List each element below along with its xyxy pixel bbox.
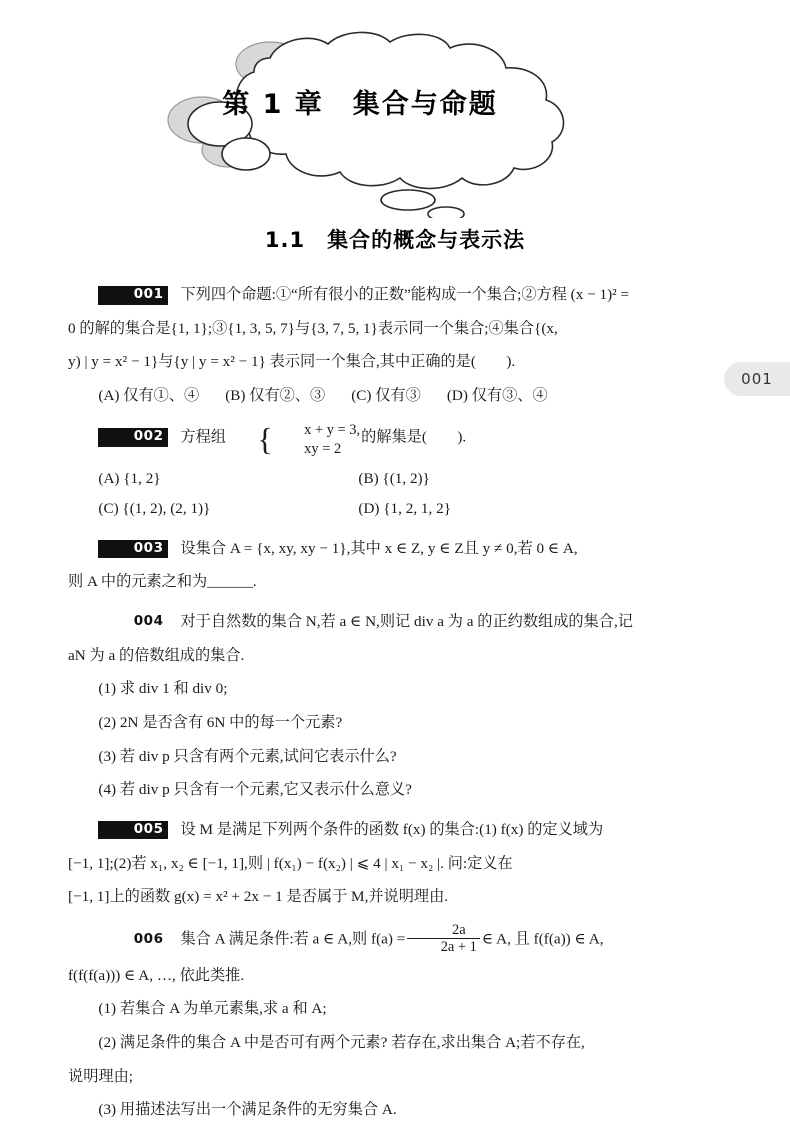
question-005-line1: 设 M 是满足下列两个条件的函数 f(x) 的集合:(1) f(x) 的定义域为 [180, 820, 604, 838]
question-number-001: 001 [98, 286, 168, 305]
option-d[interactable]: (D) 仅有③、④ [446, 386, 548, 404]
question-004-item-3: (3) 若 div p 只含有两个元素,试问它表示什么? [98, 747, 397, 765]
question-number-005: 005 [98, 821, 168, 840]
question-006-item-3: (3) 用描述法写出一个满足条件的无穷集合 A. [98, 1101, 397, 1119]
fraction-denominator: 2a + 1 [407, 938, 480, 956]
question-001-line3-row [68, 347, 716, 377]
question-001-line1: 下列四个命题:①“所有很小的正数”能构成一个集合;②方程 (x − 1)² = [180, 286, 630, 303]
question-001 [68, 280, 716, 310]
question-002 [68, 421, 716, 460]
section-title: 1.1 集合的概念与表示法 [264, 228, 526, 252]
question-004-item-2: (2) 2N 是否含有 6N 中的每一个元素? [98, 714, 343, 732]
question-003-line1: 设集合 A = {x, xy, xy − 1},其中 x ∈ Z, y ∈ Z且 y ≠ 0,若 0 ∈ A, [180, 539, 578, 557]
option-c[interactable]: (C) 仅有③ [351, 386, 421, 404]
option-c[interactable]: (C) {(1, 2), (2, 1)} [98, 500, 211, 518]
question-004 [68, 607, 716, 637]
question-006-line2: f(f(f(a))) ∈ A, …, 依此类推. [68, 966, 245, 984]
question-004-item-4: (4) 若 div p 只含有一个元素,它又表示什么意义? [98, 781, 412, 799]
question-002-options-row2 [68, 494, 716, 524]
question-005-line2-row [68, 849, 716, 879]
question-004-line2-row [68, 641, 716, 671]
question-005-line3: [−1, 1]上的函数 g(x) = x² + 2x − 1 是否属于 M,并说明理由. [68, 888, 449, 906]
option-d[interactable]: (D) {1, 2, 1, 2} [358, 500, 452, 518]
question-006-stem-a: 集合 A 满足条件:若 a ∈ A,则 f(a) = [180, 930, 406, 948]
question-003 [68, 534, 716, 564]
question-001-options [68, 381, 716, 411]
question-002-stem-pre: 方程组 [180, 428, 227, 446]
question-001-line2-row [68, 314, 716, 344]
question-number-003: 003 [98, 540, 168, 559]
question-number-006: 006 [133, 930, 164, 947]
option-b[interactable]: (B) {(1, 2)} [358, 469, 430, 487]
system-row-2: xy = 2 [304, 441, 342, 458]
option-a[interactable]: (A) 仅有①、④ [98, 386, 200, 404]
chapter-header [150, 28, 620, 218]
page-number: 001 [741, 370, 773, 388]
question-006-item-2: (2) 满足条件的集合 A 中是否可有两个元素? 若存在,求出集合 A;若不存在, [98, 1034, 585, 1052]
question-004-line1: 对于自然数的集合 N,若 a ∈ N,则记 div a 为 a 的正约数组成的集合,记 [180, 613, 633, 631]
question-002-stem-post: 的解集是( ). [361, 428, 467, 446]
question-001-line2: 0 的解的集合是{1, 1};③{1, 3, 5, 7}与{3, 7, 5, 1}表示同一个集合;④集合{(x, [68, 319, 558, 337]
question-number-004: 004 [133, 613, 164, 630]
question-006-item-1: (1) 若集合 A 为单元素集,求 a 和 A; [98, 1000, 327, 1018]
fraction [407, 922, 480, 957]
question-005-line3-row [68, 882, 716, 912]
document-body [68, 280, 716, 1125]
question-001-line3: y) | y = x² − 1}与{y | y = x² − 1} 表示同一个集合,其中正确的是( ). [68, 353, 516, 371]
question-003-line2: 则 A 中的元素之和为______. [68, 573, 257, 591]
question-number-002: 002 [98, 428, 168, 447]
thought-cloud-icon [150, 28, 620, 218]
system-row-1: x + y = 3, [304, 421, 361, 438]
equation-system: { x + y = 3, xy = 2 [227, 421, 360, 460]
question-006-stem-b: ∈ A, 且 f(f(a)) ∈ A, [481, 930, 604, 948]
question-005 [68, 815, 716, 845]
question-004-item-1: (1) 求 div 1 和 div 0; [98, 680, 228, 698]
chapter-title: 第 1 章 集合与命题 [222, 89, 498, 120]
fraction-numerator: 2a [451, 921, 466, 938]
question-006-line2-row [68, 961, 716, 991]
question-006-item-2-cont: 说明理由; [68, 1067, 133, 1085]
page-number-tab [724, 362, 790, 396]
question-002-options-row1 [68, 464, 716, 494]
option-a[interactable]: (A) {1, 2} [98, 469, 161, 487]
question-006 [68, 922, 716, 957]
question-004-line2: aN 为 a 的倍数组成的集合. [68, 646, 245, 664]
question-005-line2: [−1, 1];(2)若 x₁, x₂ ∈ [−1, 1],则 | f(x₁) − f(x₂) | ⩽ 4 | x₁ − x₂ |. 问:定义在 [68, 854, 513, 872]
question-003-line2-row [68, 567, 716, 597]
option-b[interactable]: (B) 仅有②、③ [225, 386, 326, 404]
